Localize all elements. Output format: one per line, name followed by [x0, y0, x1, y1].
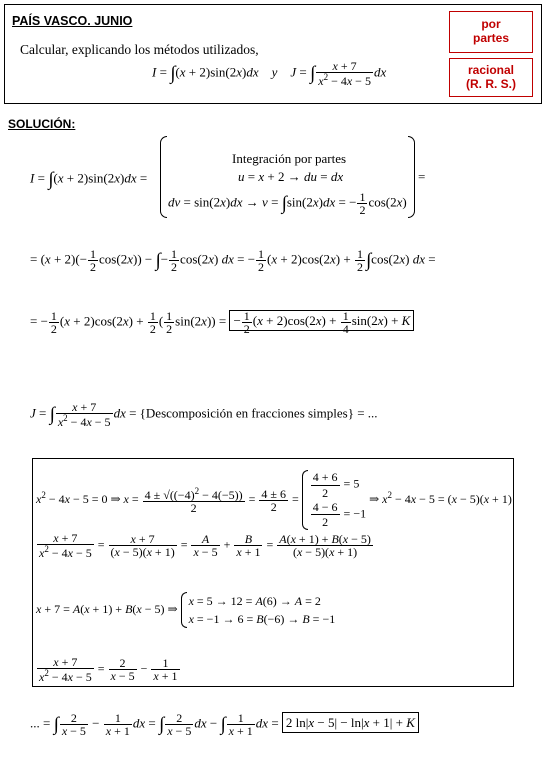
parts-setup-brace	[160, 136, 415, 218]
solution-label: SOLUCIÓN:	[8, 117, 76, 131]
integral-J-start: J = ∫ $\frac{x + 7}{x^2 - 4x - 5}$ dx = {Descomposición en fracciones simples} = ...	[30, 400, 378, 429]
coefficient-system: x + 7 = A(x + 1) + B(x − 5) ⇒ x = 5 → 12 = A(6) → A = 2 x = −1 → 6 = B(−6) → B = −1	[36, 594, 336, 626]
tag-line: (R. R. S.)	[466, 76, 516, 91]
integral-J-result: ... = ∫ $\frac{2}{x - 5}$ − $\frac{1}{x + 1}$ dx = ∫ $\frac{2}{x - 5}$ dx − ∫ $\frac{1}{x + 1}$ dx = 2 ln|x − 5| − ln|x + 1| + K	[30, 712, 419, 737]
method-title: Integración por partes	[232, 151, 347, 166]
parts-result: = − $\frac{1}{2}$ (x + 2)cos(2x) + $\frac{1}{2}$ ( $\frac{1}{2}$ sin(2x)) = − $\frac{1}{2}$ (x + 2)cos(2x) + $\frac{1}{4}$ sin(2x) + K	[30, 310, 414, 335]
decomposition-text: Descomposición en fracciones simples	[145, 405, 348, 421]
parts-step-1: = (x + 2)(− $\frac{1}{2}$ cos(2x)) − ∫− $\frac{1}{2}$ cos(2x) dx = − $\frac{1}{2}$ (x + 2)cos(2x) + $\frac{1}{2}$ ∫cos(2x) dx =	[30, 247, 436, 274]
decomposition-result: $\frac{x + 7}{x^2 - 4x - 5}$ = $\frac{2}{x - 5}$ − $\frac{1}{x + 1}$	[39, 655, 178, 684]
dv-substitution: dv = sin(2x)dx → v = ∫sin(2x)dx = − $\frac{1}{2}$ cos(2x)	[168, 190, 407, 217]
u-substitution: u = x + 2 → du = dx	[238, 169, 344, 184]
roots-computation: $x^2 - 4x - 5 = 0$ ⇒ x = $\frac{4 \pm √((-4)^2 - 4(-5))}{2}$ = $\frac{4 \pm 6}{2}$ = $\frac{4 + 6}{2}$ = 5 $\frac{4 - 6}{2}$ = −1 ⇒ $x^2 - 4x - 5 = (x - 5)(x + 1)$	[36, 470, 512, 530]
problem-title: PAÍS VASCO. JUNIO	[12, 14, 133, 28]
problem-statement: Calcular, explicando los métodos utilizados,	[20, 42, 259, 57]
tag-line: partes	[472, 31, 510, 45]
integral-I-start: I = ∫(x + 2)sin(2x)dx =	[30, 169, 148, 190]
decomposition-identity: $\frac{x + 7}{x^2 - 4x - 5}$ = $\frac{x + 7}{(x - 5)(x + 1)}$ = $\frac{A}{x - 5}$ + $\frac{B}{x + 1}$ = $\frac{A(x + 1) + B(x - 5)}{(x - 5)(x + 1)}$	[39, 531, 371, 560]
final-answer-I: − $\frac{1}{2}$ (x + 2)cos(2x) + $\frac{1}{4}$ sin(2x) + K	[229, 310, 414, 331]
problem-integrals: I = ∫(x + 2)sin(2x)dx y J = ∫ $\frac{x + 7}{x^2 - 4x - 5}$ dx	[152, 59, 387, 88]
join-word: y	[271, 64, 278, 80]
tag-line: racional	[467, 62, 515, 77]
method-tag-partes	[449, 11, 533, 53]
method-tag-racional	[449, 58, 533, 97]
final-answer-J: 2 ln|x − 5| − ln|x + 1| + K	[282, 712, 419, 733]
tag-line: por	[481, 17, 501, 32]
